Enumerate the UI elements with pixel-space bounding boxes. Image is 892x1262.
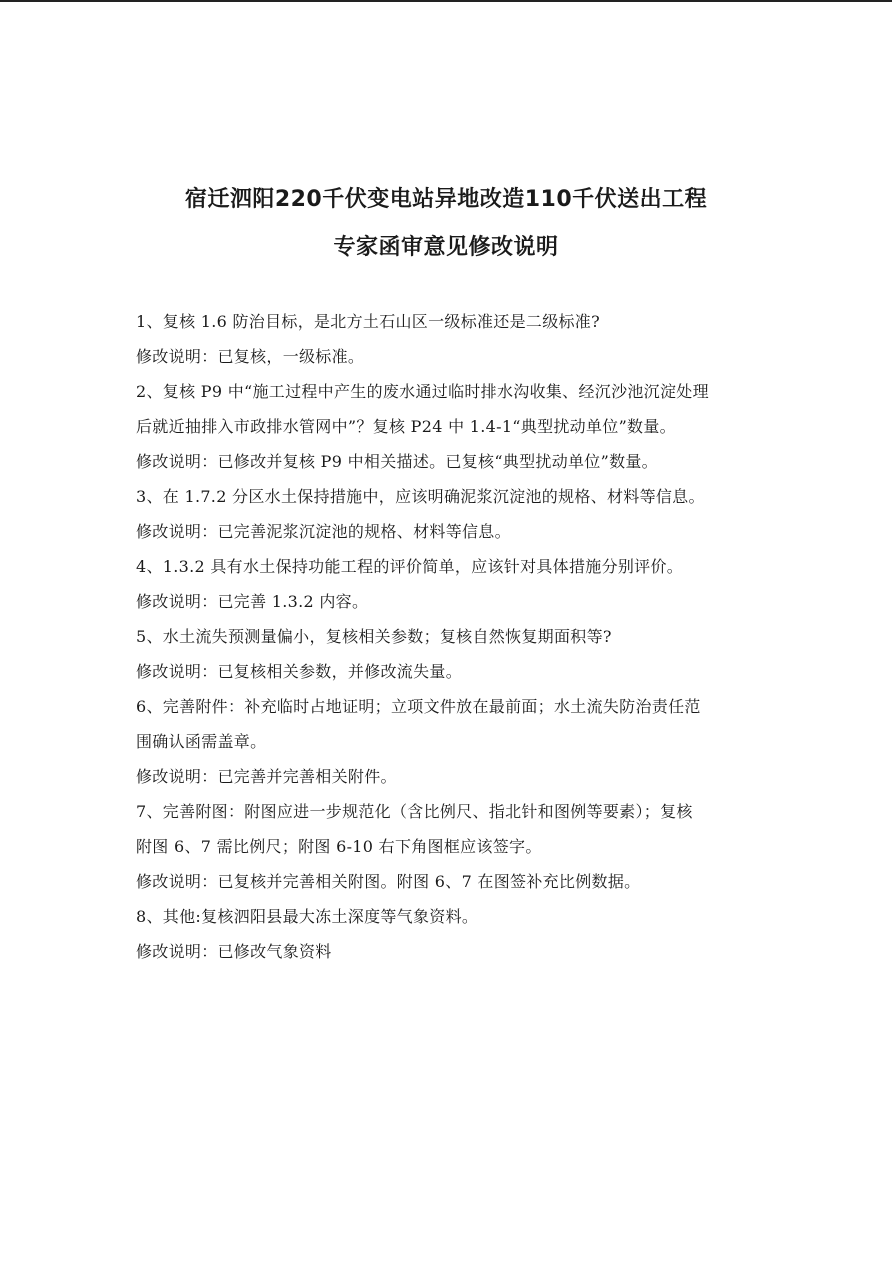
review-item-1: 1、复核 1.6 防治目标，是北方土石山区一级标准还是二级标准? <box>136 312 600 331</box>
review-item-4: 4、1.3.2 具有水土保持功能工程的评价简单，应该针对具体措施分别评价。 <box>136 557 684 576</box>
review-item-7-cont: 附图 6、7 需比例尺；附图 6-10 右下角图框应该签字。 <box>136 837 542 856</box>
review-item-2: 2、复核 P9 中“施工过程中产生的废水通过临时排水沟收集、经沉沙池沉淀处理 <box>136 382 709 401</box>
review-item-5: 5、水土流失预测量偏小，复核相关参数；复核自然恢复期面积等? <box>136 627 612 646</box>
review-item-8: 8、其他:复核泗阳县最大冻土深度等气象资料。 <box>136 907 479 926</box>
revision-note-2: 修改说明：已修改并复核 P9 中相关描述。已复核“典型扰动单位”数量。 <box>136 452 658 471</box>
title-line-2: 专家函审意见修改说明 <box>333 235 559 260</box>
document-body <box>136 304 761 969</box>
revision-note-3: 修改说明：已完善泥浆沉淀池的规格、材料等信息。 <box>136 522 511 541</box>
review-item-7: 7、完善附图：附图应进一步规范化（含比例尺、指北针和图例等要素）；复核 <box>136 802 693 821</box>
top-border-rule <box>0 0 892 2</box>
revision-note-1: 修改说明：已复核，一级标准。 <box>136 347 365 366</box>
revision-note-5: 修改说明：已复核相关参数，并修改流失量。 <box>136 662 463 681</box>
revision-note-8: 修改说明：已修改气象资料 <box>136 942 332 961</box>
revision-note-7: 修改说明：已复核并完善相关附图。附图 6、7 在图签补充比例数据。 <box>136 872 641 891</box>
review-item-6-cont: 围确认函需盖章。 <box>136 732 267 751</box>
revision-note-6: 修改说明：已完善并完善相关附件。 <box>136 767 397 786</box>
document-title <box>0 176 892 272</box>
review-item-2-cont: 后就近抽排入市政排水管网中”？复核 P24 中 1.4-1“典型扰动单位”数量。 <box>136 417 676 436</box>
revision-note-4: 修改说明：已完善 1.3.2 内容。 <box>136 592 369 611</box>
title-line-1: 宿迁泗阳220千伏变电站异地改造110千伏送出工程 <box>184 187 708 212</box>
review-item-6: 6、完善附件：补充临时占地证明；立项文件放在最前面；水土流失防治责任范 <box>136 697 701 716</box>
review-item-3: 3、在 1.7.2 分区水土保持措施中，应该明确泥浆沉淀池的规格、材料等信息。 <box>136 487 705 506</box>
